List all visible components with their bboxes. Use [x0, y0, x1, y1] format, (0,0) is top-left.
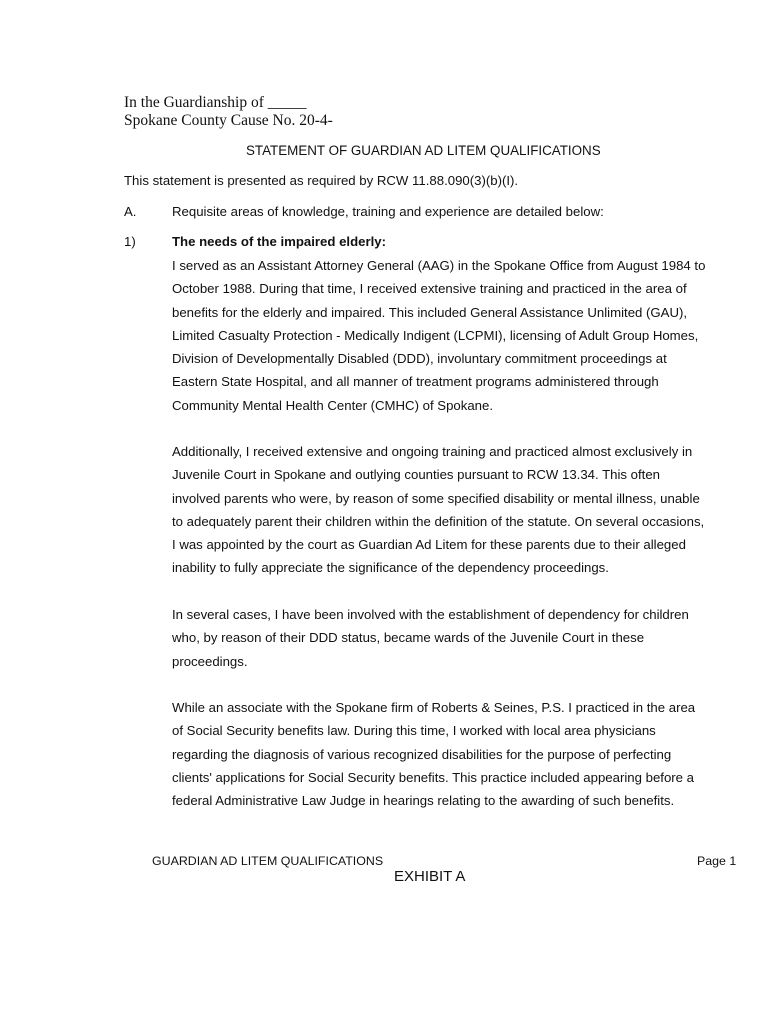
paragraph-social-security [172, 696, 736, 812]
paragraph-line: benefits for the elderly and impaired. This included General Assistance Unlimited (GAU), [172, 304, 688, 320]
paragraph-line: October 1988. During that time, I received extensive training and practiced in the area of [172, 281, 687, 297]
paragraph-aag-experience [172, 254, 736, 417]
document-title: STATEMENT OF GUARDIAN AD LITEM QUALIFICATIONS [246, 143, 601, 158]
paragraph-line: proceedings. [172, 653, 248, 669]
paragraph-line: Juvenile Court in Spokane and outlying counties pursuant to RCW 13.34. This often [172, 467, 660, 483]
paragraph-line: I was appointed by the court as Guardian Ad Litem for these parents due to their alleged [172, 537, 686, 553]
paragraph-line: Community Mental Health Center (CMHC) of Spokane. [172, 397, 494, 413]
paragraph-line: Limited Casualty Protection - Medically Indigent (LCPMI), licensing of Adult Group Homes, [172, 327, 699, 343]
paragraph-line: Additionally, I received extensive and ongoing training and practiced almost exclusively in [172, 444, 693, 459]
paragraph-line: clients' applications for Social Security benefits. This practice included appearing before a [172, 769, 695, 785]
cause-number-line: Spokane County Cause No. 20-4- [124, 112, 333, 129]
section-a-marker: A. [124, 204, 137, 219]
paragraph-line: involved parents who were, by reason of some specified disability or mental illness, unable [172, 490, 700, 506]
paragraph-line: I served as an Assistant Attorney General (AAG) in the Spokane Office from August 1984 to [172, 258, 706, 273]
paragraph-line: While an associate with the Spokane firm of Roberts & Seines, P.S. I practiced in the area [172, 700, 696, 715]
footer-title: GUARDIAN AD LITEM QUALIFICATIONS [152, 854, 384, 868]
paragraph-line: of Social Security benefits law. During this time, I worked with local area physicians [172, 723, 656, 739]
exhibit-label: EXHIBIT A [394, 868, 466, 885]
guardianship-line: In the Guardianship of _____ [124, 94, 307, 111]
paragraph-line: Division of Developmentally Disabled (DDD), involuntary commitment proceedings at [172, 351, 667, 367]
item-1-marker: 1) [124, 234, 136, 249]
section-a-text: Requisite areas of knowledge, training and experience are detailed below: [172, 204, 604, 219]
intro-statement: This statement is presented as required by RCW 11.88.090(3)(b)(I). [124, 173, 519, 188]
paragraph-juvenile-court [172, 440, 736, 580]
paragraph-line: Eastern State Hospital, and all manner of treatment programs administered through [172, 374, 659, 390]
paragraph-line: who, by reason of their DDD status, became wards of the Juvenile Court in these [172, 630, 645, 646]
item-1-heading: The needs of the impaired elderly: [172, 234, 386, 249]
paragraph-line: regarding the diagnosis of various recognized disabilities for the purpose of perfecting [172, 746, 672, 762]
paragraph-line: to adequately parent their children within the definition of the statute. On several occasions, [172, 513, 705, 529]
paragraph-line: federal Administrative Law Judge in hearings relating to the awarding of such benefits. [172, 793, 675, 809]
paragraph-line: inability to fully appreciate the significance of the dependency proceedings. [172, 560, 609, 576]
paragraph-dependency-cases [172, 603, 736, 673]
paragraph-line: In several cases, I have been involved with the establishment of dependency for children [172, 607, 689, 622]
page-number: Page 1 [697, 854, 737, 868]
